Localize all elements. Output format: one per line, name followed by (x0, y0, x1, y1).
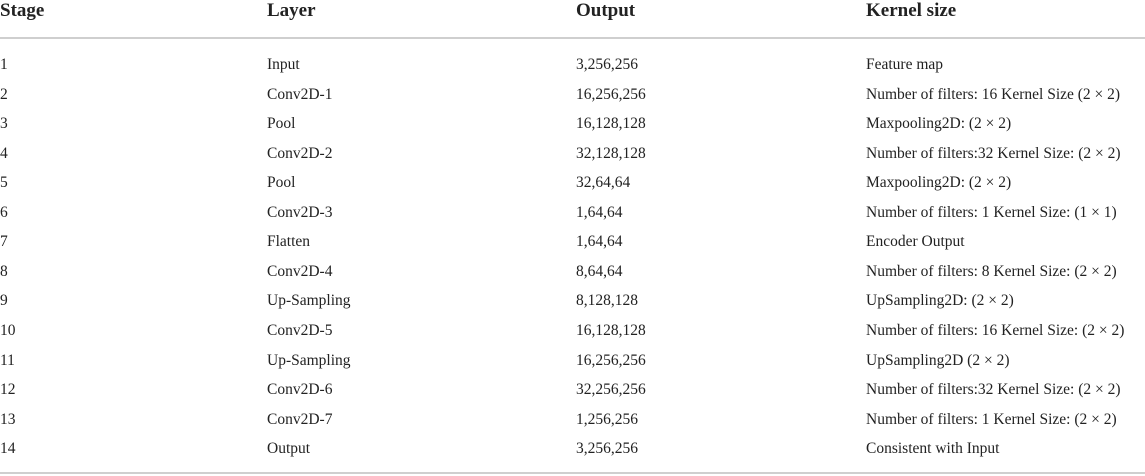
table-row (0, 86, 1145, 116)
cell-layer: Conv2D-5 (267, 321, 333, 339)
cell-layer: Conv2D-6 (267, 381, 333, 399)
cell-output: 16,256,256 (576, 351, 646, 369)
cell-kernel-size: Maxpooling2D: (2 × 2) (866, 115, 1012, 133)
cell-output: 3,256,256 (576, 440, 638, 458)
cell-kernel-size: Number of filters:32 Kernel Size: (2 × 2) (866, 381, 1121, 399)
cell-stage: 11 (0, 351, 15, 369)
cell-stage: 6 (0, 203, 8, 221)
cell-kernel-size: Number of filters:32 Kernel Size: (2 × 2) (866, 144, 1121, 162)
cell-layer: Flatten (267, 233, 311, 251)
table-row (0, 233, 1145, 263)
cell-output: 1,64,64 (576, 233, 623, 251)
cell-stage: 5 (0, 174, 8, 192)
cell-output: 1,256,256 (576, 410, 638, 428)
cell-kernel-size: Number of filters: 1 Kernel Size: (1 × 1) (866, 203, 1117, 221)
cell-output: 32,64,64 (576, 174, 631, 192)
cell-layer: Output (267, 440, 311, 458)
cell-layer: Up-Sampling (267, 292, 351, 310)
cell-layer: Conv2D-7 (267, 410, 333, 428)
cell-stage: 4 (0, 144, 8, 162)
cell-kernel-size: UpSampling2D (2 × 2) (866, 351, 1010, 369)
cell-stage: 10 (0, 321, 16, 339)
cell-layer: Conv2D-3 (267, 203, 333, 221)
cell-output: 8,64,64 (576, 262, 623, 280)
cell-kernel-size: Feature map (866, 56, 944, 73)
cell-kernel-size: Number of filters: 16 Kernel Size (2 × 2) (866, 85, 1121, 103)
cell-stage: 14 (0, 440, 16, 458)
table-row (0, 174, 1145, 204)
table-bottom-rule (0, 472, 1145, 474)
cell-stage: 12 (0, 381, 16, 399)
cell-output: 3,256,256 (576, 56, 638, 73)
table-row (0, 440, 1145, 470)
cell-output: 8,128,128 (576, 292, 638, 310)
cell-output: 16,256,256 (576, 85, 646, 103)
table-header-row (0, 0, 1145, 39)
cell-output: 1,64,64 (576, 203, 623, 221)
cell-layer: Conv2D-2 (267, 144, 333, 162)
table-row (0, 263, 1145, 293)
table-row (0, 145, 1145, 175)
table-row (0, 292, 1145, 322)
cell-output: 16,128,128 (576, 115, 646, 133)
cell-stage: 7 (0, 233, 8, 251)
cell-layer: Input (267, 56, 300, 73)
header-stage: Stage (0, 0, 45, 21)
cell-output: 16,128,128 (576, 321, 646, 339)
header-layer: Layer (267, 0, 316, 21)
cell-kernel-size: Maxpooling2D: (2 × 2) (866, 174, 1012, 192)
table-row (0, 411, 1145, 441)
cell-stage: 3 (0, 115, 8, 133)
cell-kernel-size: Consistent with Input (866, 440, 1000, 458)
cell-kernel-size: Number of filters: 8 Kernel Size: (2 × 2) (866, 262, 1117, 280)
cell-layer: Pool (267, 115, 296, 133)
cell-kernel-size: Encoder Output (866, 233, 965, 251)
table-row (0, 56, 1145, 86)
cell-layer: Up-Sampling (267, 351, 351, 369)
header-kernel-size: Kernel size (866, 0, 957, 21)
cell-stage: 1 (0, 56, 8, 73)
table-row (0, 204, 1145, 234)
table-row (0, 115, 1145, 145)
table-row (0, 381, 1145, 411)
table-row (0, 352, 1145, 382)
cell-stage: 2 (0, 85, 8, 103)
cell-kernel-size: Number of filters: 16 Kernel Size: (2 × 2) (866, 321, 1125, 339)
cell-output: 32,128,128 (576, 144, 646, 162)
cell-layer: Conv2D-4 (267, 262, 333, 280)
header-output: Output (576, 0, 636, 21)
cell-kernel-size: UpSampling2D: (2 × 2) (866, 292, 1014, 310)
cell-layer: Conv2D-1 (267, 85, 333, 103)
table-row (0, 322, 1145, 352)
cell-layer: Pool (267, 174, 296, 192)
cell-output: 32,256,256 (576, 381, 646, 399)
cell-stage: 8 (0, 262, 8, 280)
cell-stage: 9 (0, 292, 8, 310)
cell-stage: 13 (0, 410, 16, 428)
cell-kernel-size: Number of filters: 1 Kernel Size: (2 × 2) (866, 410, 1117, 428)
